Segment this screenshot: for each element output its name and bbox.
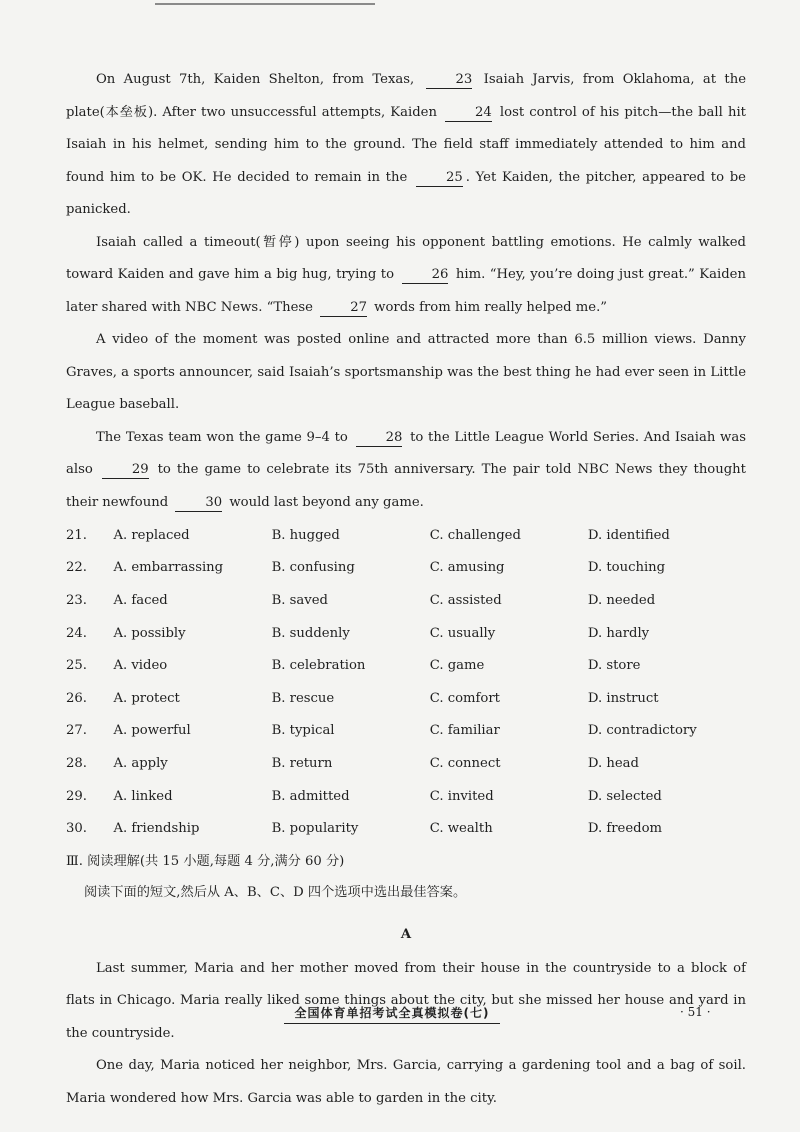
option-c: C. game: [429, 658, 485, 674]
option-c: C. assisted: [429, 592, 502, 608]
question-row: [66, 617, 746, 650]
option-d: D. instruct: [587, 690, 659, 706]
question-number: 30.: [66, 821, 87, 837]
option-d: D. contradictory: [587, 723, 697, 739]
blank-28: 28: [356, 430, 403, 447]
question-number: 23.: [66, 592, 87, 608]
exam-page: [66, 64, 746, 1115]
option-d: D. identified: [587, 527, 670, 543]
question-row: [66, 649, 746, 682]
option-c: C. challenged: [429, 527, 521, 543]
question-number: 29.: [66, 788, 87, 804]
page-footer: [0, 1000, 800, 1030]
option-d: D. store: [587, 658, 641, 674]
option-b: B. typical: [271, 723, 335, 739]
option-d: D. needed: [587, 592, 656, 608]
blank-27: 27: [320, 300, 367, 317]
blank-29: 29: [102, 462, 149, 479]
blank-24: 24: [445, 105, 492, 122]
option-d: D. selected: [587, 788, 662, 804]
option-b: B. admitted: [271, 788, 350, 804]
option-a: A. protect: [113, 690, 180, 706]
question-row: [66, 747, 746, 780]
question-row: [66, 812, 746, 845]
option-d: D. touching: [587, 560, 666, 576]
option-b: B. return: [271, 755, 333, 771]
blank-26: 26: [402, 267, 449, 284]
option-a: A. powerful: [113, 723, 191, 739]
option-a: A. embarrassing: [113, 560, 224, 576]
page-number: · 51 ·: [680, 1005, 711, 1019]
question-row: [66, 780, 746, 813]
blank-30: 30: [175, 495, 222, 512]
option-b: B. saved: [271, 592, 328, 608]
passage-paragraph-3: A video of the moment was posted online and attracted more than 6.5 million views. Danny Graves, a sports announcer, said Isaiah’s sportsmanship was the best thing he had ever seen in Little League baseball.: [66, 332, 746, 412]
option-b: B. suddenly: [271, 625, 350, 641]
question-row: [66, 552, 746, 585]
question-number: 24.: [66, 625, 87, 641]
reading-paragraph-1: Last summer, Maria and her mother moved from their house in the countryside to a block of flats in Chicago. Maria really liked some things about the city, but she missed her house and yard in the countryside.: [66, 960, 746, 1041]
question-list: [66, 519, 746, 845]
option-a: A. friendship: [113, 821, 200, 837]
option-d: D. hardly: [587, 625, 650, 641]
question-number: 26.: [66, 690, 87, 706]
option-b: B. popularity: [271, 821, 359, 837]
passage-label: A: [400, 926, 412, 942]
question-number: 22.: [66, 560, 87, 576]
option-a: A. faced: [113, 592, 168, 608]
option-b: B. confusing: [271, 560, 355, 576]
scan-top-line: [155, 3, 375, 5]
option-c: C. comfort: [429, 690, 500, 706]
question-row: [66, 682, 746, 715]
question-number: 25.: [66, 658, 87, 674]
option-a: A. apply: [113, 755, 168, 771]
passage-paragraph-2: Isaiah called a timeout(暂停) upon seeing his opponent battling emotions. He calmly walked toward Kaiden and gave him a big hug, trying to 26 him. “Hey, you’re doing just great.” Kaiden later shared with NBC News. “These 27 words from him really helped me.”: [66, 234, 746, 315]
blank-23: 23: [426, 72, 473, 89]
question-number: 28.: [66, 755, 87, 771]
option-c: C. amusing: [429, 560, 505, 576]
option-a: A. replaced: [113, 527, 190, 543]
option-c: C. usually: [429, 625, 496, 641]
question-row: [66, 519, 746, 552]
option-d: D. head: [587, 755, 639, 771]
option-b: B. celebration: [271, 658, 366, 674]
question-number: 27.: [66, 723, 87, 739]
blank-25: 25: [416, 170, 463, 187]
option-a: A. linked: [113, 788, 173, 804]
option-b: B. rescue: [271, 690, 335, 706]
option-c: C. wealth: [429, 821, 493, 837]
question-row: [66, 715, 746, 748]
passage-paragraph-1: On August 7th, Kaiden Shelton, from Texas, 23 Isaiah Jarvis, from Oklahoma, at the plate(本垒板). After two unsuccessful attempts, Kaiden 24 lost control of his pitch—the ball hit Isaiah in his helmet, sending him to the ground. The field staff immediately attended to him and found him to be OK. He decided to remain in the 25 . Yet Kaiden, the pitcher, appeared to be panicked.: [66, 72, 746, 217]
passage-paragraph-4: The Texas team won the game 9–4 to 28 to the Little League World Series. And Isaiah was also 29 to the game to celebrate its 75th anniversary. The pair told NBC News they thought their newfound 30 would last beyond any game.: [66, 429, 746, 510]
question-number: 21.: [66, 527, 87, 543]
option-a: A. possibly: [113, 625, 186, 641]
option-c: C. familiar: [429, 723, 500, 739]
section-instruction: 阅读下面的短文,然后从 A、B、C、D 四个选项中选出最佳答案。: [84, 884, 467, 900]
option-c: C. connect: [429, 755, 501, 771]
option-a: A. video: [113, 658, 168, 674]
option-c: C. invited: [429, 788, 494, 804]
question-row: [66, 584, 746, 617]
option-d: D. freedom: [587, 821, 663, 837]
option-b: B. hugged: [271, 527, 340, 543]
footer-title: 全国体育单招考试全真模拟卷(七): [284, 1004, 500, 1024]
section-title: Ⅲ. 阅读理解(共 15 小题,每题 4 分,满分 60 分): [66, 853, 345, 869]
reading-paragraph-2: One day, Maria noticed her neighbor, Mrs. Garcia, carrying a gardening tool and a bag of soil. Maria wondered how Mrs. Garcia was able to garden in the city.: [66, 1058, 746, 1106]
